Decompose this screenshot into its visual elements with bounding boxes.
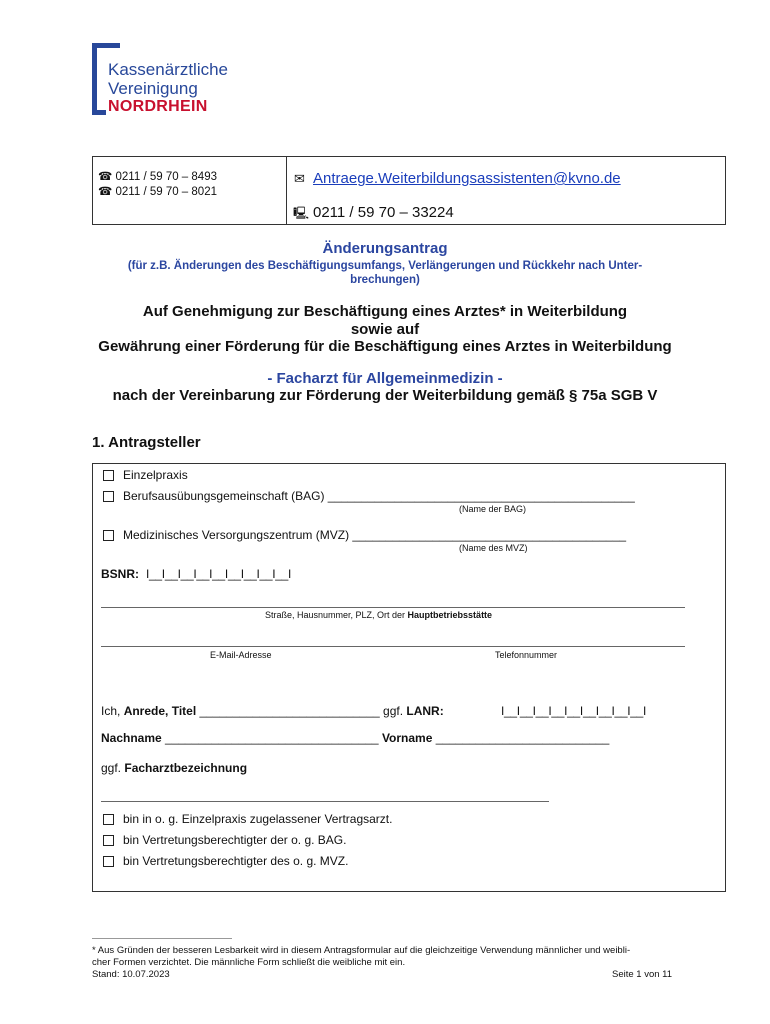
logo-text-line3: NORDRHEIN: [108, 98, 208, 115]
lanr-field[interactable]: I__I__I__I__I__I__I__I__I__I: [501, 704, 647, 718]
main-heading-line2: sowie auf: [350, 321, 420, 338]
anrede-row: Ich, Anrede, Titel ___________________________ ggf. LANR:: [101, 704, 444, 718]
bsnr-label: BSNR:: [101, 567, 139, 581]
document-date: Stand: 10.07.2023: [92, 969, 170, 980]
logo-text-line2: Vereinigung: [108, 79, 198, 98]
envelope-icon: ✉: [294, 171, 305, 186]
agreement-heading: nach der Vereinbarung zur Förderung der Weiterbildung gemäß § 75a SGB V: [112, 387, 658, 404]
footnote-line1: * Aus Gründen der besseren Lesbarkeit wird in diesem Antragsformular auf die gleichzeitige Verwendung männlicher und weibli-: [92, 945, 631, 956]
logo-bracket-top: [92, 43, 120, 48]
logo-text-line1: Kassenärztliche: [108, 60, 229, 79]
footnote-separator: [92, 938, 232, 939]
caption-address: Straße, Hausnummer, PLZ, Ort der Hauptbetriebsstätte: [265, 610, 493, 620]
label-einzelpraxis: Einzelpraxis: [123, 468, 188, 482]
checkbox-einzelpraxis[interactable]: [103, 470, 114, 481]
facharzt-field[interactable]: [101, 801, 549, 802]
email-link[interactable]: Antraege.Weiterbildungsassistenten@kvno.de: [313, 170, 621, 187]
applicant-form-box: [92, 463, 726, 892]
page-number: Seite 1 von 11: [612, 969, 673, 980]
main-heading-line1: Auf Genehmigung zur Beschäftigung eines Arztes* in Weiterbildung: [142, 303, 628, 320]
caption-phone: Telefonnummer: [495, 650, 558, 660]
checkbox-mvz-vertreter[interactable]: [103, 856, 114, 867]
address-line[interactable]: [101, 607, 685, 608]
bsnr-field[interactable]: I__I__I__I__I__I__I__I__I__I: [146, 567, 292, 581]
checkbox-zugelassen[interactable]: [103, 814, 114, 825]
anrede-field[interactable]: ___________________________ ggf.: [196, 704, 407, 718]
field-bag-name[interactable]: Berufsausübungsgemeinschaft (BAG) ______________________________________________: [123, 489, 635, 503]
form-subtitle-line2: brechungen): [350, 274, 420, 286]
caption-email: E-Mail-Adresse: [210, 650, 272, 660]
label-mvz-vertreter: bin Vertretungsberechtigter des o. g. MVZ.: [123, 854, 349, 868]
form-subtitle-line1: (für z.B. Änderungen des Beschäftigungsumfangs, Verlängerungen und Rückkehr nach Unter-: [127, 260, 643, 272]
caption-mvz-name: (Name des MVZ): [459, 543, 528, 553]
label-bag-vertreter: bin Vertretungsberechtigter der o. g. BAG.: [123, 833, 347, 847]
logo-bracket-bottom: [92, 110, 106, 115]
label-zugelassen: bin in o. g. Einzelpraxis zugelassener Vertragsarzt.: [123, 812, 393, 826]
checkbox-bag[interactable]: [103, 491, 114, 502]
facharzt-label: ggf. Facharztbezeichnung: [101, 761, 248, 775]
contact-box: [92, 156, 726, 225]
checkbox-bag-vertreter[interactable]: [103, 835, 114, 846]
phone-number-1: ☎ 0211 / 59 70 – 8493: [98, 171, 217, 183]
name-row: Nachname ________________________________ Vorname __________________________: [101, 731, 610, 745]
nachname-field[interactable]: ________________________________: [161, 731, 382, 745]
field-mvz-name[interactable]: Medizinisches Versorgungszentrum (MVZ) _________________________________________: [123, 528, 627, 542]
logo-bracket-vertical: [92, 43, 97, 115]
vorname-field[interactable]: __________________________: [432, 731, 610, 745]
form-title: Änderungsantrag: [322, 240, 448, 257]
section-title: 1. Antragsteller: [92, 434, 201, 451]
phone-number-2: ☎ 0211 / 59 70 – 8021: [98, 186, 217, 198]
fax-number: 0211 / 59 70 – 33224: [313, 204, 454, 221]
specialty-heading: - Facharzt für Allgemeinmedizin -: [267, 370, 503, 387]
contact-divider: [286, 157, 287, 224]
checkbox-mvz[interactable]: [103, 530, 114, 541]
main-heading-line3: Gewährung einer Förderung für die Beschäftigung eines Arztes in Weiterbildung: [98, 338, 672, 355]
caption-bag-name: (Name der BAG): [459, 504, 527, 514]
fax-icon: 🖳: [293, 206, 310, 220]
email-phone-line[interactable]: [101, 646, 685, 647]
footnote-line2: cher Formen verzichtet. Die männliche Form schließt die weibliche mit ein.: [92, 957, 406, 968]
